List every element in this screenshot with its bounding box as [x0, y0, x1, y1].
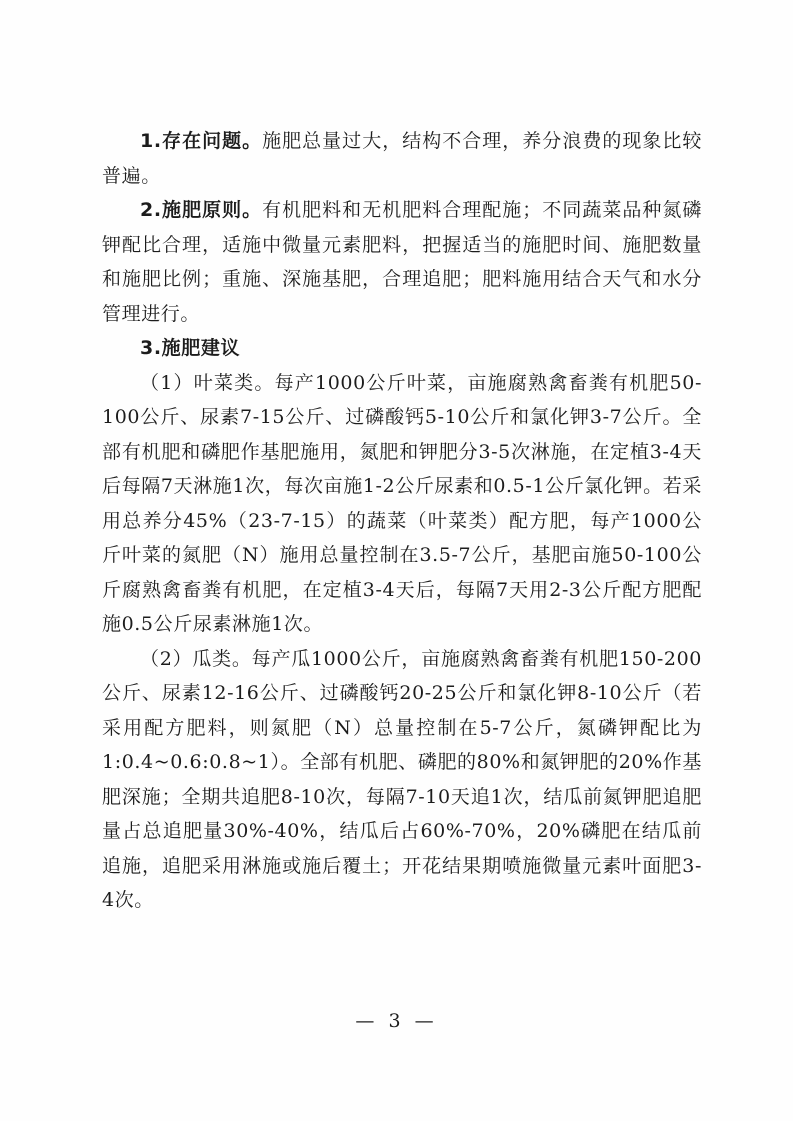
document-body: [102, 124, 702, 918]
paragraph-principles: [102, 193, 702, 331]
heading-problems: 1.存在问题。: [140, 130, 263, 152]
paragraph-suggestions: [102, 331, 702, 366]
text-melons: （2）瓜类。每产瓜1000公斤，亩施腐熟禽畜粪有机肥150-200公斤、尿素12-16公斤、过磷酸钙20-25公斤和氯化钾8-10公斤（若采用配方肥料，则氮肥（N）总量控制在5-7公斤，氮磷钾配比为1:0.4~0.6:0.8~1）。全部有机肥、磷肥的80%和氮钾肥的20%作基肥深施；全期共追肥8-10次，每隔7-10天追1次，结瓜前氮钾肥追肥量占总追肥量30%-40%，结瓜后占60%-70%，20%磷肥在结瓜前追施，追肥采用淋施或施后覆土；开花结果期喷施微量元素叶面肥3-4次。: [102, 647, 702, 911]
text-leafy-vegetables: （1）叶菜类。每产1000公斤叶菜，亩施腐熟禽畜粪有机肥50-100公斤、尿素7-15公斤、过磷酸钙5-10公斤和氯化钾3-7公斤。全部有机肥和磷肥作基肥施用，氮肥和钾肥分3-5次淋施，在定植3-4天后每隔7天淋施1次，每次亩施1-2公斤尿素和0.5-1公斤氯化钾。若采用总养分45%（23-7-15）的蔬菜（叶菜类）配方肥，每产1000公斤叶菜的氮肥（N）施用总量控制在3.5-7公斤，基肥亩施50-100公斤腐熟禽畜粪有机肥，在定植3-4天后，每隔7天用2-3公斤配方肥配施0.5公斤尿素淋施1次。: [102, 371, 702, 635]
paragraph-problems: [102, 124, 702, 193]
text-problems: 施肥总量过大，结构不合理，养分浪费的现象比较普遍。: [102, 130, 703, 187]
paragraph-melons: [102, 642, 702, 918]
heading-principles: 2.施肥原则。: [140, 199, 263, 221]
heading-suggestions: 3.施肥建议: [140, 337, 241, 359]
page-number: — 3 —: [355, 1010, 438, 1032]
paragraph-leafy-vegetables: [102, 366, 702, 642]
text-principles: 有机肥料和无机肥料合理配施；不同蔬菜品种氮磷钾配比合理，适施中微量元素肥料，把握适当的施肥时间、施肥数量和施肥比例；重施、深施基肥，合理追肥；肥料施用结合天气和水分管理进行。: [102, 199, 703, 325]
